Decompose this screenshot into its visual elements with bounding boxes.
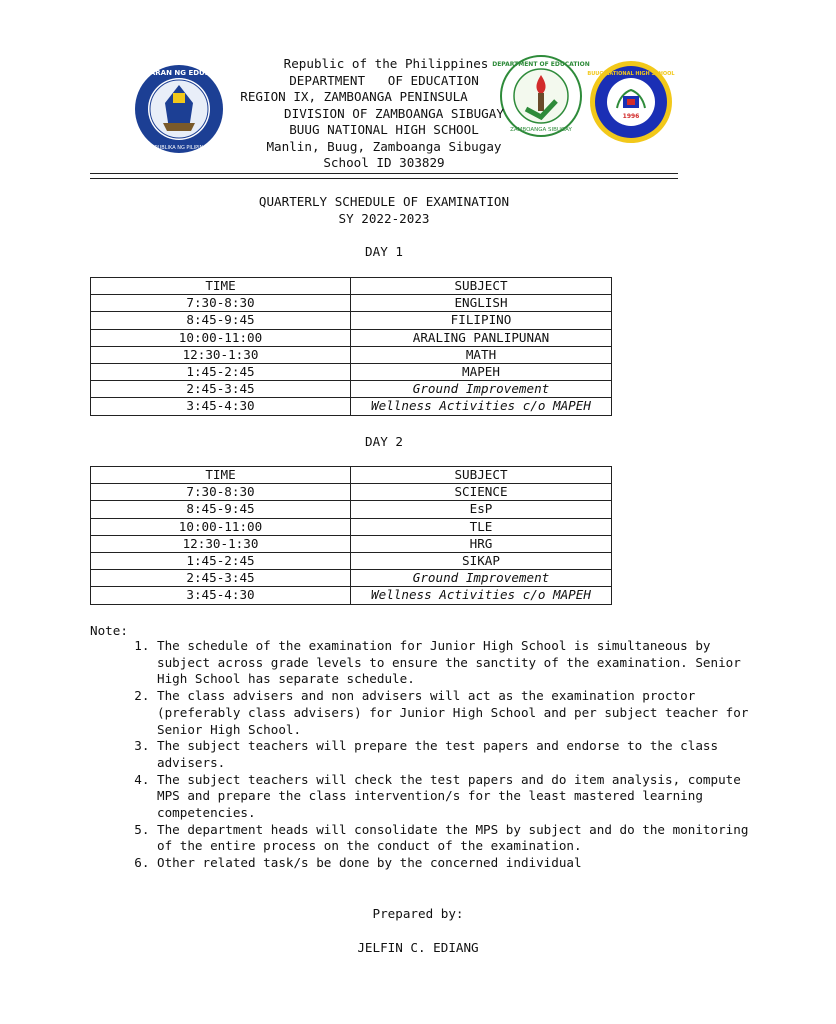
- time-cell: 12:30-1:30: [91, 535, 351, 552]
- subject-cell: MAPEH: [351, 363, 612, 380]
- list-item: 4. The subject teachers will check the test papers and do item analysis, compute MPS and prepare the class intervention/s for the least mastered learning competencies.: [157, 772, 757, 822]
- table-row: [91, 587, 612, 604]
- letterhead-division: DIVISION OF ZAMBOANGA SIBUGAY: [284, 105, 504, 121]
- list-item: 2. The class advisers and non advisers will act as the examination proctor (preferably class advisers) for Junior High School and per subject teacher for Senior High School.: [157, 688, 757, 738]
- title-line-1: QUARTERLY SCHEDULE OF EXAMINATION: [258, 194, 510, 209]
- time-cell: 12:30-1:30: [91, 346, 351, 363]
- time-cell: 2:45-3:45: [91, 570, 351, 587]
- time-cell: 1:45-2:45: [91, 552, 351, 569]
- subject-cell: ARALING PANLIPUNAN: [351, 329, 612, 346]
- time-cell: 8:45-9:45: [91, 501, 351, 518]
- deped-seal-text: KAGAWARAN NG EDUKASYON: [120, 69, 238, 77]
- table-row: [91, 329, 612, 346]
- letterhead-republic: Republic of the Philippines: [283, 56, 489, 71]
- subject-cell: Wellness Activities c/o MAPEH: [351, 398, 612, 415]
- table-row: [91, 484, 612, 501]
- table-row: [91, 363, 612, 380]
- col-header-subject: SUBJECT: [351, 467, 612, 484]
- document-title: [0, 194, 768, 227]
- day-2-label: DAY 2: [365, 434, 403, 449]
- time-cell: 7:30-8:30: [91, 295, 351, 312]
- table-row: [91, 346, 612, 363]
- school-seal-year: 1996: [622, 113, 640, 120]
- col-header-time: TIME: [91, 278, 351, 295]
- letterhead-region: REGION IX, ZAMBOANGA PENINSULA: [240, 89, 468, 104]
- subject-cell: EsP: [351, 501, 612, 518]
- letterhead-department: DEPARTMENT OF EDUCATION: [289, 72, 479, 88]
- subject-cell: MATH: [351, 346, 612, 363]
- day-1-label: DAY 1: [365, 244, 403, 259]
- notes-label: Note:: [90, 623, 128, 638]
- subject-cell: Ground Improvement: [351, 381, 612, 398]
- col-header-time: TIME: [91, 467, 351, 484]
- time-cell: 3:45-4:30: [91, 587, 351, 604]
- division-seal-text: DEPARTMENT OF EDUCATION: [492, 61, 590, 68]
- table-row: [91, 381, 612, 398]
- time-cell: 7:30-8:30: [91, 484, 351, 501]
- table-row: [91, 570, 612, 587]
- letterhead-school: BUUG NATIONAL HIGH SCHOOL: [289, 122, 479, 137]
- time-cell: 10:00-11:00: [91, 329, 351, 346]
- list-item: 1. The schedule of the examination for Junior High School is simultaneous by subject across grade levels to ensure the sanctity of the examination. Senior High School has separate schedule.: [157, 638, 757, 688]
- subject-cell: TLE: [351, 518, 612, 535]
- subject-cell: SIKAP: [351, 552, 612, 569]
- time-cell: 8:45-9:45: [91, 312, 351, 329]
- col-header-subject: SUBJECT: [351, 278, 612, 295]
- signatory-name: JELFIN C. EDIANG: [357, 940, 479, 955]
- table-row: [91, 552, 612, 569]
- title-line-2: SY 2022-2023: [338, 210, 430, 226]
- subject-cell: Wellness Activities c/o MAPEH: [351, 587, 612, 604]
- subject-cell: SCIENCE: [351, 484, 612, 501]
- table-row: [91, 535, 612, 552]
- time-cell: 1:45-2:45: [91, 363, 351, 380]
- school-seal-text: BUUG NATIONAL HIGH SCHOOL: [587, 71, 675, 77]
- time-cell: 10:00-11:00: [91, 518, 351, 535]
- letterhead: [0, 56, 768, 172]
- subject-cell: HRG: [351, 535, 612, 552]
- table-row: [91, 518, 612, 535]
- time-cell: 3:45-4:30: [91, 398, 351, 415]
- notes-list: [90, 638, 757, 872]
- table-header-row: [91, 278, 612, 295]
- table-row: [91, 398, 612, 415]
- table-row: [91, 501, 612, 518]
- list-item: 6. Other related task/s be done by the concerned individual: [157, 855, 757, 872]
- subject-cell: Ground Improvement: [351, 570, 612, 587]
- subject-cell: ENGLISH: [351, 295, 612, 312]
- letterhead-school-id: School ID 303829: [323, 155, 445, 170]
- list-item: 3. The subject teachers will prepare the test papers and endorse to the class advisers.: [157, 738, 757, 771]
- deped-seal-bottom-text: REPUBLIKA NG PILIPINAS: [148, 145, 210, 151]
- division-seal-bottom-text: ZAMBOANGA SIBUGAY: [510, 127, 572, 133]
- day-2-schedule-table: [90, 466, 612, 605]
- prepared-by-label: Prepared by:: [372, 906, 464, 921]
- table-row: [91, 295, 612, 312]
- table-row: [91, 312, 612, 329]
- list-item: 5. The department heads will consolidate the MPS by subject and do the monitoring of the entire process on the conduct of the examination.: [157, 822, 757, 855]
- day-1-schedule-table: [90, 277, 612, 416]
- letterhead-address: Manlin, Buug, Zamboanga Sibugay: [266, 138, 502, 154]
- time-cell: 2:45-3:45: [91, 381, 351, 398]
- header-divider: [90, 173, 678, 179]
- table-header-row: [91, 467, 612, 484]
- subject-cell: FILIPINO: [351, 312, 612, 329]
